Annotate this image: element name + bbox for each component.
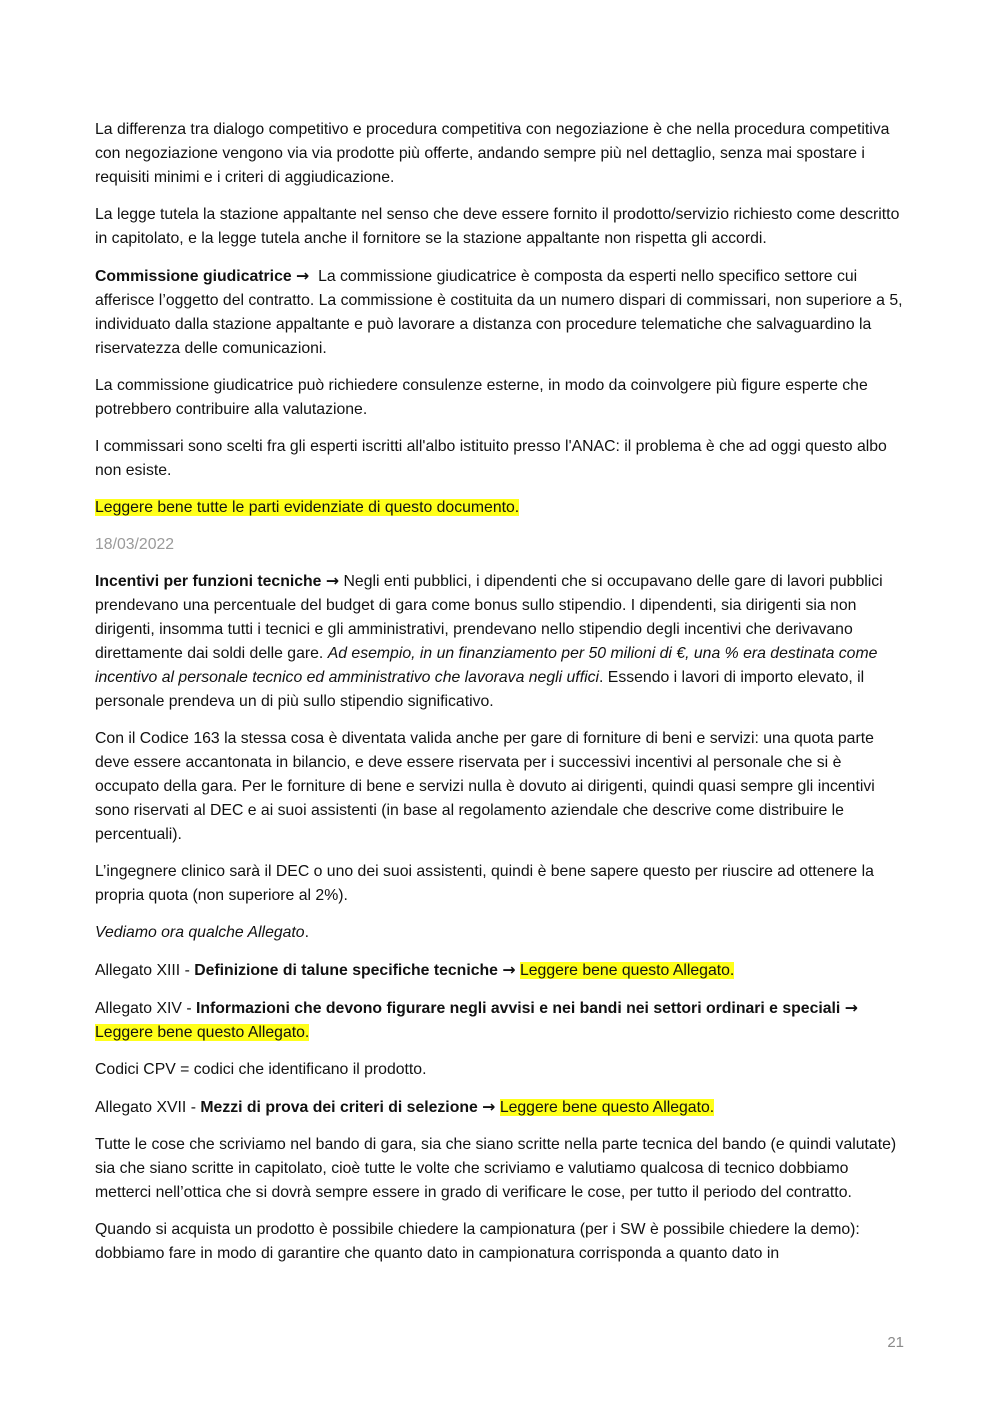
paragraph-dialogo-competitivo: La differenza tra dialogo competitivo e procedura competitiva con negoziazione è che nella procedura competitiva con negoziazione vengono via via prodotte più offerte, andando sempre più nel dettaglio, senza mai spostare i requisiti minimi e i criteri di aggiudicazione. [95,121,890,186]
allegato-xiv-highlight: Leggere bene questo Allegato. [95,1024,310,1041]
allegato-xiv-title: Informazioni che devono figurare negli avvisi e nei bandi nei settori ordinari e speciali [195,1000,841,1017]
allegato-xiii-title: Definizione di talune specifiche tecniche [194,962,498,979]
paragraph-ingegnere-clinico: L’ingegnere clinico sarà il DEC o uno dei suoi assistenti, quindi è bene sapere questo per riuscire ad ottenere la propria quota (non superiore al 2%). [95,863,874,904]
paragraph-allegato-xiii [95,958,907,983]
arrow-right-icon: → [502,960,516,979]
allegato-xvii-title: Mezzi di prova dei criteri di selezione [200,1099,478,1116]
arrow-right-icon: → [844,998,858,1017]
incentivi-text: Negli enti pubblici, i dipendenti che si occupavano delle gare di lavori pubblici prendevano una percentuale del budget di gara come bonus sullo stipendio. I dipendenti, sia dirigenti sia non dirigenti, insomma tutti i tecnici e gli amministrativi, prendevano nello stipendio degli incentivi che derivavano direttamente dai soldi delle gare. [95,573,883,662]
paragraph-campionatura: Quando si acquista un prodotto è possibile chiedere la campionatura (per i SW è possibile chiedere la demo): dobbiamo fare in modo di garantire che quanto dato in campionatura corrisponda a quanto dato in [95,1221,860,1262]
allegato-xiii-highlight: Leggere bene questo Allegato. [519,962,735,979]
section-date: 18/03/2022 [95,536,175,553]
highlighted-note: Leggere bene tutte le parti evidenziate di questo documento. [95,499,520,516]
allegato-xvii-highlight: Leggere bene questo Allegato. [499,1099,715,1116]
paragraph-allegati-intro [95,921,907,945]
allegati-intro-end: . [304,924,309,941]
allegati-intro-text: Vediamo ora qualche Allegato [95,924,305,941]
incentivi-end: . Essendo i lavori di importo elevato, il personale prendeva un di più sullo stipendio significativo. [95,669,865,710]
arrow-right-icon: → [325,571,340,590]
paragraph-tutela-legge: La legge tutela la stazione appaltante nel senso che deve essere fornito il prodotto/servizio richiesto come descritto in capitolato, e la legge tutela anche il fornitore se la stazione appaltante non rispetta gli accordi. [95,206,900,247]
paragraph-bando-verifica: Tutte le cose che scriviamo nel bando di gara, sia che siano scritte nella parte tecnica del bando (e quindi valutate) sia che siano scritte in capitolato, cioè tutte le volte che scriviamo e valutiamo qualcosa di tecnico dobbiamo metterci nell’ottica che si dovrà sempre essere in grado di verificare le cose, per tutto il periodo del contratto. [95,1136,897,1201]
document-body [95,118,907,1279]
heading-incentivi: Incentivi per funzioni tecniche [95,573,322,590]
allegato-xiii-prefix: Allegato XIII - [95,962,195,979]
page-number: 21 [887,1334,904,1351]
allegato-xvii-prefix: Allegato XVII - [95,1099,201,1116]
paragraph-commissione [95,264,907,361]
incentivi-example: Ad esempio, in un finanziamento per 50 milioni di €, una % era destinata come incentivo al personale tecnico ed amministrativo che lavorava negli uffici [95,645,878,686]
paragraph-codice-163: Con il Codice 163 la stessa cosa è diventata valida anche per gare di forniture di beni e servizi: una quota parte deve essere accantonata in bilancio, e deve essere riservata per i successivi incentivi al personale che si è occupato della gara. Per le forniture di bene e servizi nulla è dovuto ai dirigenti, quindi quasi sempre gli incentivi sono riservati al DEC e ai suoi assistenti (in base al regolamento aziendale che descrive come distribuire le percentuali). [95,730,875,843]
heading-commissione-giudicatrice: Commissione giudicatrice [95,268,292,285]
paragraph-allegato-xvii [95,1095,907,1120]
arrow-right-icon: → [482,1097,496,1116]
paragraph-incentivi [95,569,907,714]
paragraph-codici-cpv: Codici CPV = codici che identificano il prodotto. [95,1061,427,1078]
paragraph-allegato-xiv [95,996,907,1045]
paragraph-commissari: I commissari sono scelti fra gli esperti iscritti all'albo istituito presso l'ANAC: il problema è che ad oggi questo albo non esiste. [95,438,887,479]
allegato-xiv-prefix: Allegato XIV - [95,1000,196,1017]
paragraph-read-note [95,496,907,520]
arrow-right-icon: → [296,266,310,285]
commissione-text: La commissione giudicatrice è composta da esperti nello specifico settore cui afferisce l’oggetto del contratto. La commissione è costituita da un numero dispari di commissari, non superiore a 5, individuato dalla stazione appaltante e può lavorare a distanza con procedure telematiche che salvaguardino la riservatezza delle comunicazioni. [95,268,903,357]
paragraph-consulenze: La commissione giudicatrice può richiedere consulenze esterne, in modo da coinvolgere più figure esperte che potrebbero contribuire alla valutazione. [95,377,868,418]
